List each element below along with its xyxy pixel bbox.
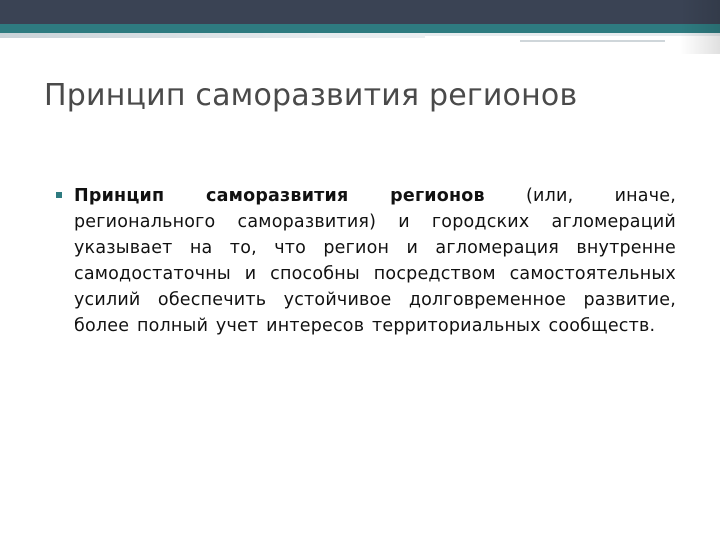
header-thin-line [520, 40, 665, 42]
bullet-bold-term: Принцип саморазвития регионов [74, 186, 485, 206]
header-dark-bar [0, 0, 720, 24]
slide-body [56, 183, 676, 339]
header-shadow [680, 0, 720, 54]
square-bullet-icon [56, 192, 62, 198]
bullet-text: (или, иначе, регионального саморазвития) и городских агломераций указывает на то, что регион и агломерация внутренне самодостаточны и способны посредством самостоятельных усилий обеспечить устойчивое долговременное развитие, более полный учет интересов территориальных сообществ. [74, 186, 676, 336]
slide-title: Принцип саморазвития регионов [44, 78, 578, 113]
header-teal-bar [0, 24, 720, 33]
bullet-paragraph [74, 183, 676, 339]
bullet-item [56, 183, 676, 339]
header-thin-stripe [425, 33, 720, 36]
